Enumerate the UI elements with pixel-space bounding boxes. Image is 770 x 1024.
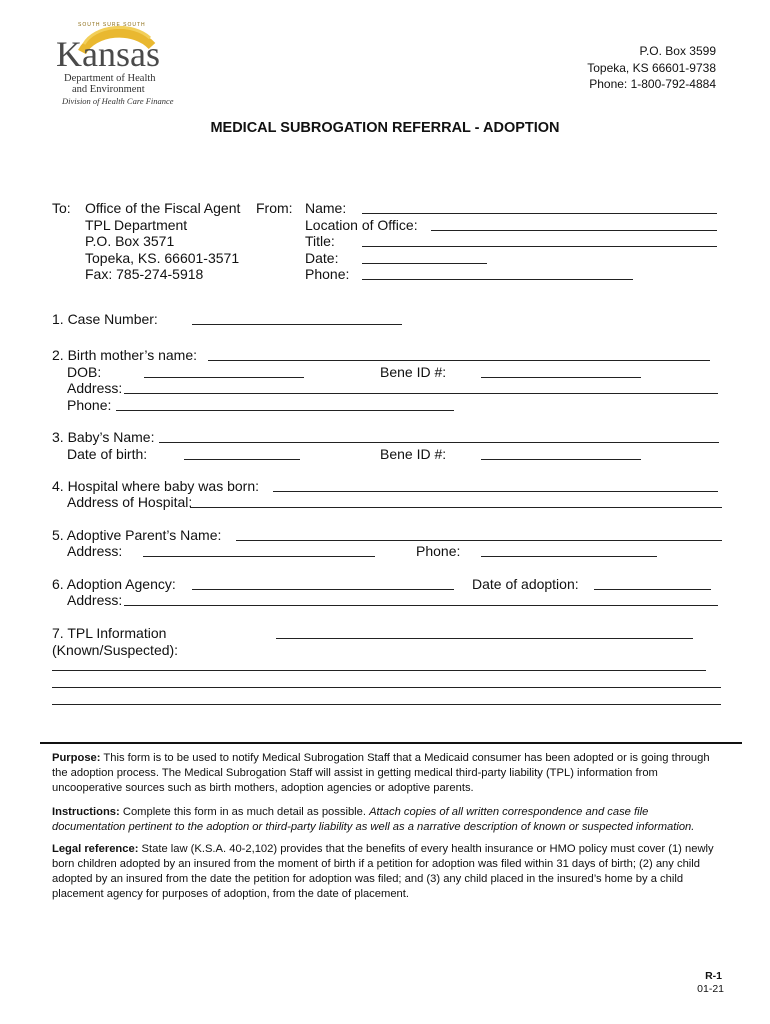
from-date-field[interactable] xyxy=(362,263,487,264)
date-of-adoption-field[interactable] xyxy=(594,589,711,590)
birth-mother-label: 2. Birth mother’s name: xyxy=(52,347,197,363)
tpl-info-label: 7. TPL Information xyxy=(52,625,167,641)
to-line1: Office of the Fiscal Agent xyxy=(85,200,241,216)
tpl-line-3[interactable] xyxy=(52,704,721,705)
agency-address-label: Address: xyxy=(67,592,123,608)
known-suspected-label: (Known/Suspected): xyxy=(52,642,179,658)
purpose-label: Purpose: xyxy=(52,752,101,764)
adoptive-parent-label: 5. Adoptive Parent’s Name: xyxy=(52,527,222,543)
dob-field[interactable] xyxy=(144,377,304,378)
legal-text: State law (K.S.A. 40-2,102) provides that the benefits of every health insurance or HMO policy must cover (1) newly born children adopted by an insured from the moment of birth if a petition for adoption was filed within 31 days of birth; (2) any child adopted by an insured from the date the petition for adoption was filed; and (3) any child placed in the insured’s home by a child placement agency for purposes of adoption, from the date of placement. xyxy=(52,843,714,900)
parent-phone-field[interactable] xyxy=(481,556,657,557)
logo-division: Division of Health Care Finance xyxy=(62,96,174,106)
from-location-field[interactable] xyxy=(431,230,717,231)
baby-dob-label: Date of birth: xyxy=(67,446,148,462)
from-date-label: Date: xyxy=(305,250,339,266)
date-of-adoption-label: Date of adoption: xyxy=(472,576,579,592)
hospital-field[interactable] xyxy=(273,491,718,492)
babys-name-field[interactable] xyxy=(159,442,719,443)
mother-address-label: Address: xyxy=(67,380,123,396)
adoption-agency-field[interactable] xyxy=(192,589,454,590)
baby-bene-id-field[interactable] xyxy=(481,459,641,460)
to-line3: P.O. Box 3571 xyxy=(85,233,175,249)
case-number-field[interactable] xyxy=(192,324,402,325)
parent-address-field[interactable] xyxy=(143,556,375,557)
parent-address-label: Address: xyxy=(67,543,123,559)
tpl-info-field[interactable] xyxy=(276,638,693,639)
hospital-address-label: Address of Hospital: xyxy=(67,494,193,510)
from-phone-label: Phone: xyxy=(305,266,350,282)
from-title-field[interactable] xyxy=(362,246,717,247)
from-phone-field[interactable] xyxy=(362,279,633,280)
logo-kansas: Kansas xyxy=(56,34,160,74)
form-code: R-1 xyxy=(705,970,722,982)
tpl-line-1[interactable] xyxy=(52,670,706,671)
mother-bene-id-label: Bene ID #: xyxy=(380,364,447,380)
address-line1: P.O. Box 3599 xyxy=(639,44,716,58)
from-label: From: xyxy=(256,200,293,216)
babys-name-label: 3. Baby’s Name: xyxy=(52,429,155,445)
from-name-field[interactable] xyxy=(362,213,717,214)
instructions-label: Instructions: xyxy=(52,806,120,818)
mother-phone-field[interactable] xyxy=(116,410,454,411)
baby-bene-id-label: Bene ID #: xyxy=(380,446,447,462)
legal-paragraph xyxy=(52,842,722,902)
from-location-label: Location of Office: xyxy=(305,217,418,233)
instructions-text: Complete this form in as much detail as possible. xyxy=(119,806,370,818)
mother-phone-label: Phone: xyxy=(67,397,112,413)
hospital-label: 4. Hospital where baby was born: xyxy=(52,478,259,494)
logo-dept-line1: Department of Health xyxy=(64,73,156,84)
instructions-italic: Attach copies of all written correspondence and case file documentation pertinent to the adoption or third-party liability as well as a narrative description of known or suspected information. xyxy=(52,806,695,833)
adoption-agency-label: 6. Adoption Agency: xyxy=(52,576,176,592)
legal-label: Legal reference: xyxy=(52,843,139,855)
purpose-text: This form is to be used to notify Medical Subrogation Staff that a Medicaid consumer has been adopted or is going through the adoption process. The Medical Subrogation Staff will assist in getting medical third-party liability (TPL) information from uncooperative sources such as birth mothers, adoption agencies or adoptive parents. xyxy=(52,752,710,794)
agency-address-field[interactable] xyxy=(124,605,718,606)
logo-arc-text: SOUTH SURE SOUTH xyxy=(78,22,146,28)
baby-dob-field[interactable] xyxy=(184,459,300,460)
case-number-label: 1. Case Number: xyxy=(52,311,158,327)
instructions-paragraph xyxy=(52,805,722,835)
logo-dept-line2: and Environment xyxy=(72,84,145,95)
address-line3: Phone: 1-800-792-4884 xyxy=(589,77,716,91)
address-line2: Topeka, KS 66601-9738 xyxy=(587,61,716,75)
from-title-label: Title: xyxy=(305,233,335,249)
adoptive-parent-field[interactable] xyxy=(236,540,722,541)
to-label: To: xyxy=(52,200,71,216)
dob-label: DOB: xyxy=(67,364,102,380)
tpl-line-2[interactable] xyxy=(52,687,721,688)
parent-phone-label: Phone: xyxy=(416,543,461,559)
section-divider xyxy=(40,742,742,744)
from-name-label: Name: xyxy=(305,200,347,216)
page-title: MEDICAL SUBROGATION REFERRAL - ADOPTION xyxy=(210,120,560,136)
purpose-paragraph xyxy=(52,751,722,796)
form-date: 01-21 xyxy=(697,983,724,995)
birth-mother-field[interactable] xyxy=(208,360,710,361)
hospital-address-field[interactable] xyxy=(190,507,722,508)
mother-bene-id-field[interactable] xyxy=(481,377,641,378)
to-line5: Fax: 785-274-5918 xyxy=(85,266,204,282)
mother-address-field[interactable] xyxy=(124,393,718,394)
to-line2: TPL Department xyxy=(85,217,188,233)
to-line4: Topeka, KS. 66601-3571 xyxy=(85,250,240,266)
